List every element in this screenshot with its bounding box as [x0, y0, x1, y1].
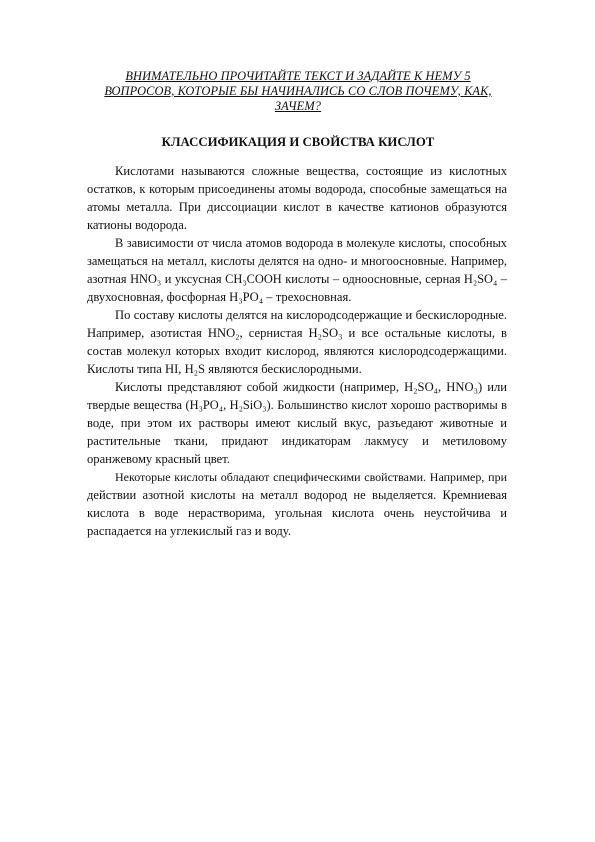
paragraph-line: кислота в воде нерастворима, угольная кислота очень неустойчива и [87, 506, 507, 520]
paragraph-line: азотная HNO₃ и уксусная CH₃COOH кислоты – одноосновные, серная H₂SO₄ – [87, 272, 507, 286]
task-instruction [78, 69, 518, 114]
document-title: КЛАССИФИКАЦИЯ И СВОЙСТВА КИСЛОТ [161, 135, 435, 149]
paragraph-line: катионы водорода. [87, 218, 187, 232]
paragraph-line: состав молекул которых входит кислород, являются кислородсодержащими. [87, 344, 507, 358]
paragraph [87, 378, 507, 468]
paragraph-line: Например, азотистая HNO₂, сернистая H₂SO₃ и все остальные кислоты, в [87, 326, 507, 340]
paragraph-line: воде, при этом их растворы имеют кислый вкус, разъедают животные и [87, 416, 507, 430]
paragraph [87, 234, 507, 306]
paragraph-line: По составу кислоты делятся на кислородсодержащие и бескислородные. [115, 308, 507, 322]
paragraph-line: Кислотами называются сложные вещества, состоящие из кислотных [115, 164, 507, 178]
paragraph-line: действии азотной кислоты на металл водород не выделяется. Кремниевая [87, 488, 507, 502]
paragraph-line: Кислоты представляют собой жидкости (например, H₂SO₄, HNO₃) или [115, 380, 507, 394]
paragraph [87, 162, 507, 234]
document-body [87, 162, 507, 540]
paragraph-line: Некоторые кислоты обладают специфическими свойствами. Например, при [115, 470, 507, 484]
paragraph-line: двухосновная, фосфорная H₃PO₄ – трехосновная. [87, 290, 352, 304]
paragraph-line: остатков, к которым присоединены атомы водорода, способные замещаться на [87, 182, 507, 196]
paragraph-line: В зависимости от числа атомов водорода в молекуле кислоты, способных [115, 236, 507, 250]
paragraph [87, 306, 507, 378]
paragraph-line: атомы металла. При диссоциации кислот в качестве катионов образуются [87, 200, 507, 214]
paragraph-line: Кислоты типа HI, H₂S являются бескислородными. [87, 362, 362, 376]
paragraph-line: замещаться на металл, кислоты делятся на одно- и многоосновные. Например, [87, 254, 507, 268]
paragraph-line: растительные ткани, придают индикаторам лакмусу и метиловому [87, 434, 507, 448]
task-line: ЗАЧЕМ? [274, 99, 322, 113]
paragraph [87, 468, 507, 540]
paragraph-line: распадается на углекислый газ и воду. [87, 524, 291, 538]
paragraph-line: твердые вещества (H₃PO₄, H₂SiO₃). Большинство кислот хорошо растворимы в [87, 398, 507, 412]
task-line: ВОПРОСОВ, КОТОРЫЕ БЫ НАЧИНАЛИСЬ СО СЛОВ ПОЧЕМУ, КАК, [104, 84, 492, 98]
paragraph-line: оранжевому красный цвет. [87, 452, 230, 466]
task-line: ВНИМАТЕЛЬНО ПРОЧИТАЙТЕ ТЕКСТ И ЗАДАЙТЕ К НЕМУ 5 [125, 69, 471, 83]
